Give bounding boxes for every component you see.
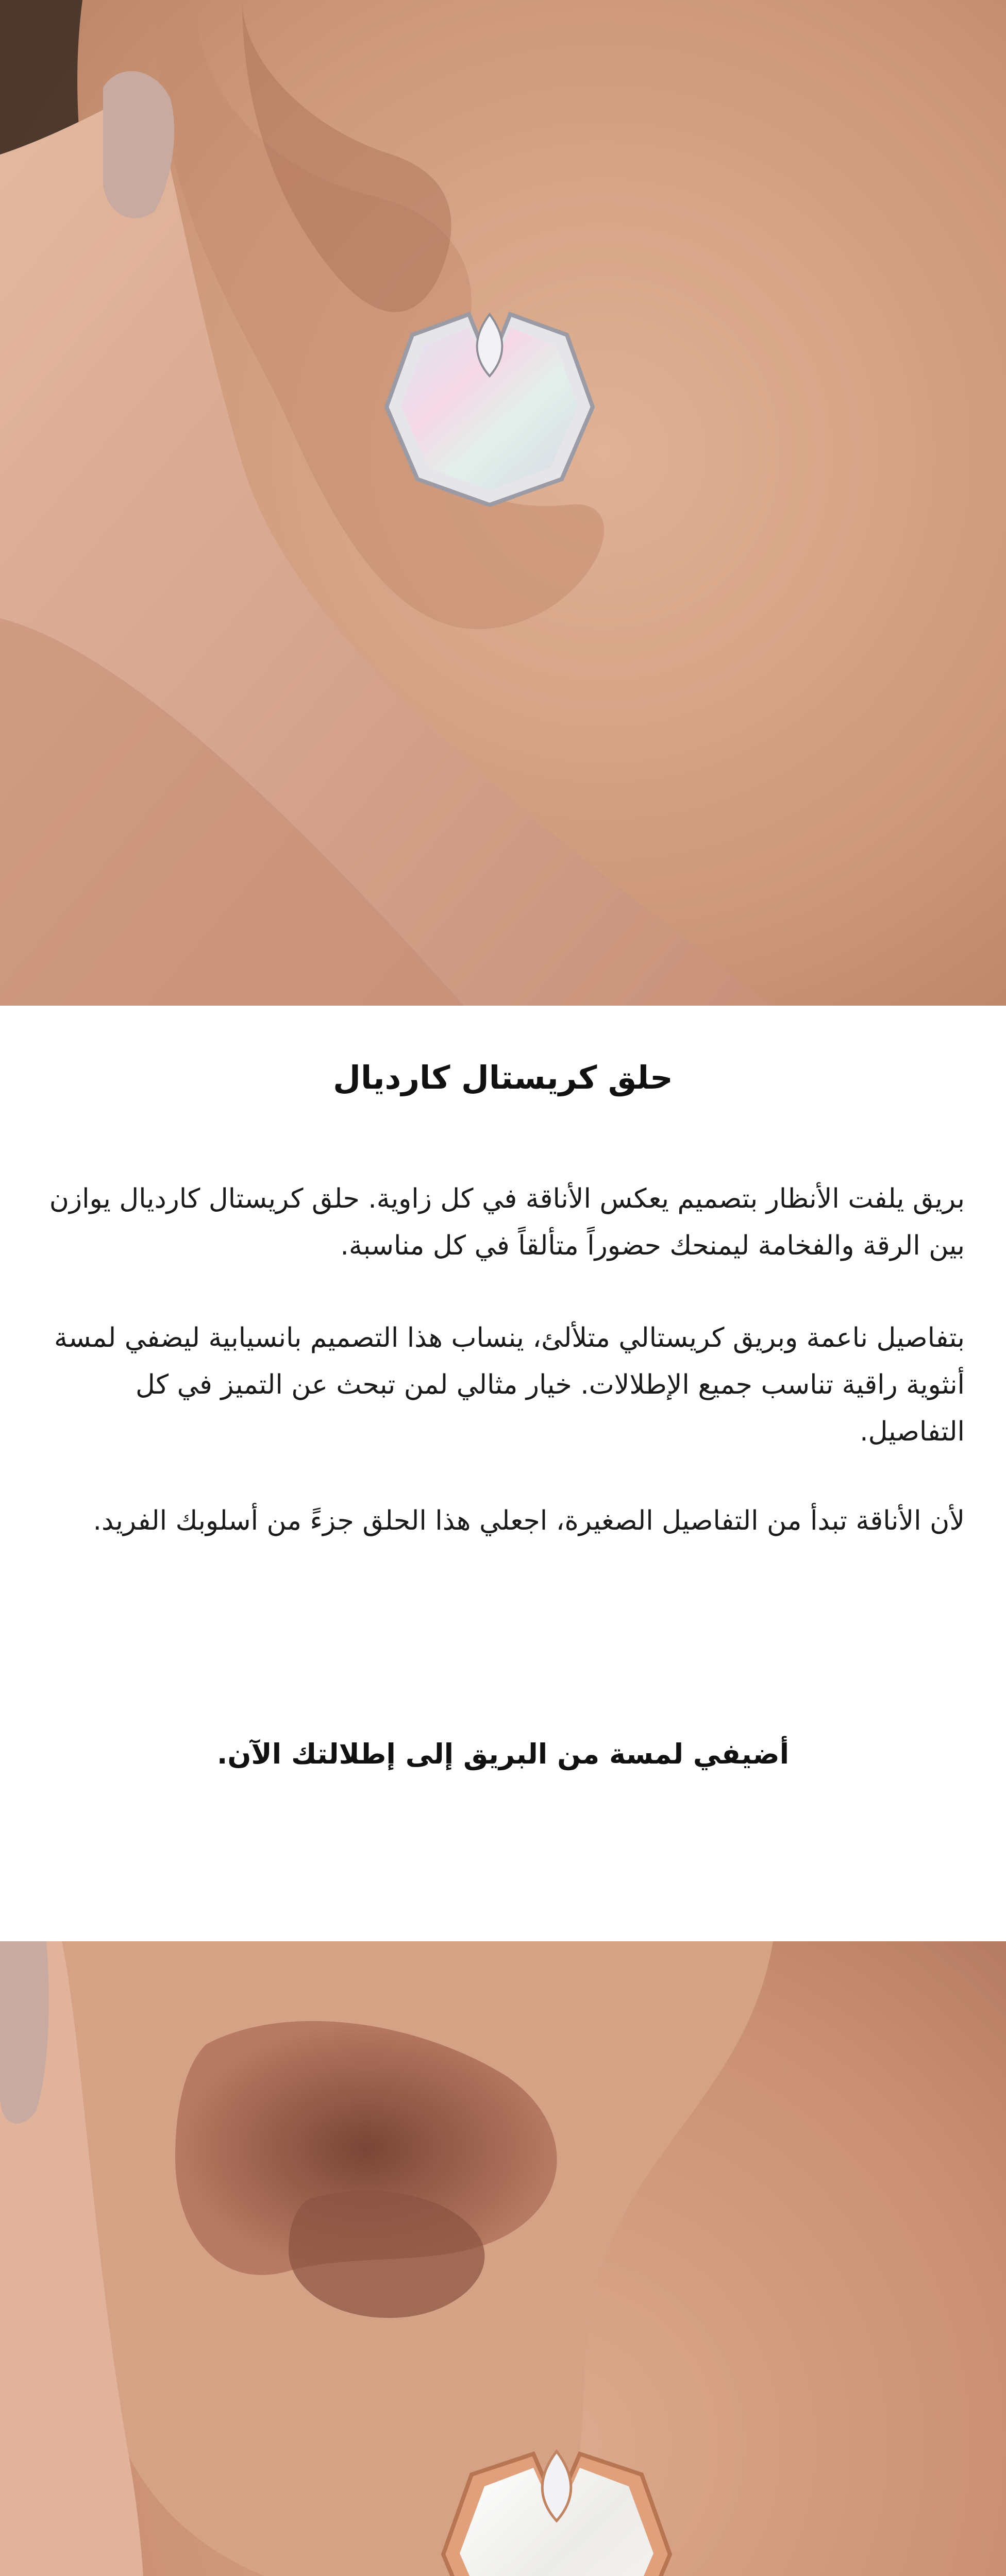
earring-rose-gold-mother-of-pearl-photo-icon xyxy=(0,1941,1006,2576)
product-title: حلق كريستال كارديال xyxy=(333,1059,673,1096)
description-paragraph-1: بريق يلفت الأنظار بتصميم يعكس الأناقة في كل زاوية. حلق كريستال كارديال يوازن بين الرقة والفخامة ليمنحك حضوراً متألقاً في كل مناسبة. xyxy=(49,1183,965,1261)
call-to-action: أضيفي لمسة من البريق إلى إطلالتك الآن. xyxy=(216,1738,790,1770)
description-paragraph-2: بتفاصيل ناعمة وبريق كريستالي متلألئ، ينساب هذا التصميم بانسيابية ليضفي لمسة أنثوية راقية تناسب جميع الإطلالات. خيار مثالي لمن تبحث عن التميز في كل التفاصيل. xyxy=(54,1323,965,1447)
earring-silver-mother-of-pearl-photo-icon xyxy=(0,0,1006,1006)
product-description-section xyxy=(0,1006,1006,1941)
product-image-top xyxy=(0,0,1006,1006)
description-paragraph-3: لأن الأناقة تبدأ من التفاصيل الصغيرة، اجعلي هذا الحلق جزءً من أسلوبك الفريد. xyxy=(93,1505,965,1536)
product-image-bottom xyxy=(0,1941,1006,2576)
